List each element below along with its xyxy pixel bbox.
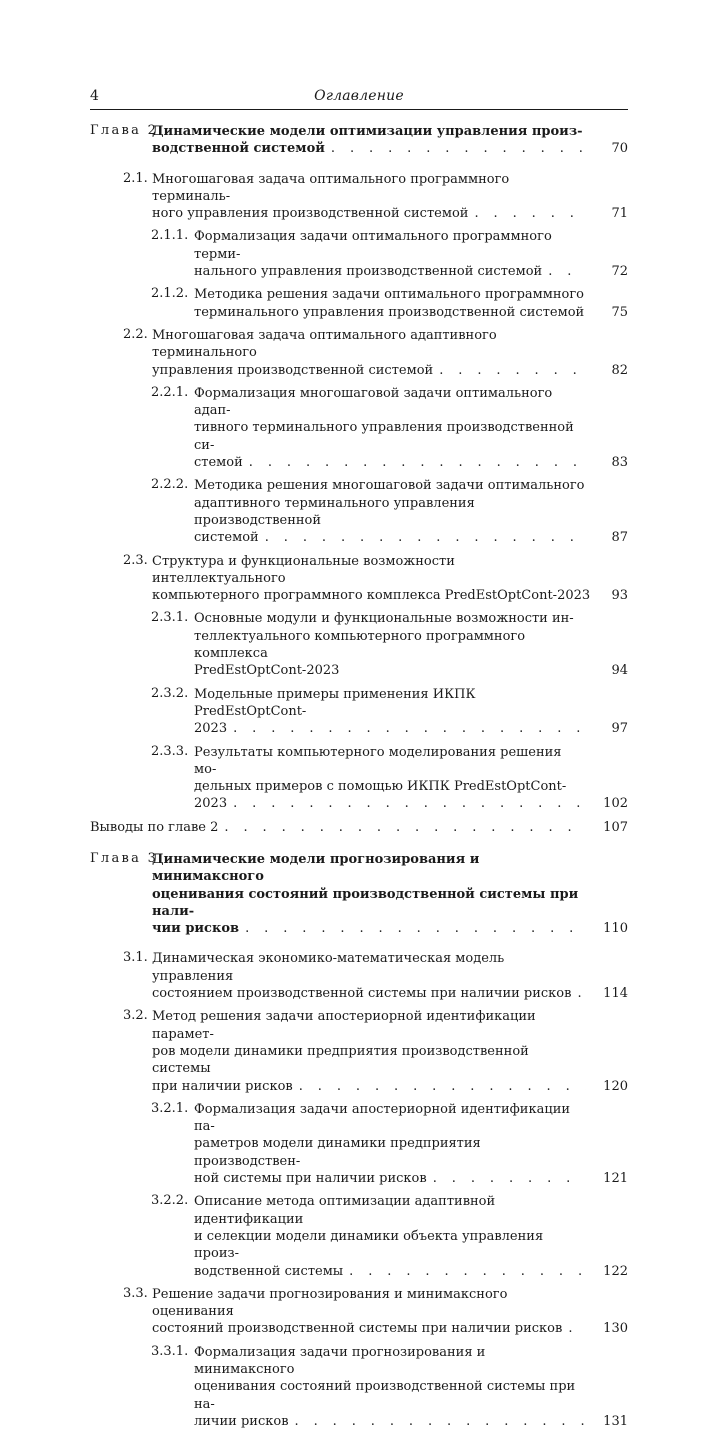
dot-leader: [249, 454, 586, 471]
dot-leader: [224, 819, 586, 836]
toc-entry-number: 3.1.: [123, 950, 148, 966]
dot-leader: [295, 1413, 586, 1430]
toc-entry-title: Формализация задачи прогнозирования и минимаксного оценивания состояний производственной системы при на- личии рисков . . .: [194, 1344, 586, 1430]
dot-leader: [548, 263, 586, 280]
dot-leader: [577, 985, 586, 1002]
toc-entry-page: 130: [603, 1321, 628, 1337]
toc-entry-number: 3.3.: [123, 1285, 148, 1301]
page-number: 4: [90, 88, 99, 104]
toc-entry-title: Структура и функциональные возможности интеллектуального компьютерного программного комплекса PredEstOptCont-2023: [152, 553, 591, 604]
toc-entry-3-2-2[interactable]: [90, 1193, 628, 1279]
toc-entry-page: 121: [603, 1171, 628, 1187]
toc-entry-2-2-1[interactable]: [90, 385, 628, 471]
toc-entry-2-3[interactable]: [90, 553, 628, 605]
toc-entry-title: Решение задачи прогнозирования и минимаксного оценивания состояний производственной системы при наличии рисков . . .: [152, 1286, 586, 1338]
toc-entry-number: 3.3.1.: [151, 1343, 189, 1359]
toc-entry-3-2[interactable]: [90, 1008, 628, 1094]
toc-entry-title: Выводы по главе 2 . . .: [90, 819, 586, 836]
toc-entry-title: Метод решения задачи апостериорной идентификации парамет- ров модели динамики предприятия производственной системы при наличии рисков . . .: [152, 1008, 586, 1094]
toc-entry-title: Результаты компьютерного моделирования решения мо- дельных примеров с помощью ИКПК PredEstOptCont- 2023 . . .: [194, 744, 586, 813]
toc-entry-number: 3.2.1.: [151, 1100, 189, 1116]
toc-entry-2-3-3[interactable]: [90, 744, 628, 813]
page-header: [90, 88, 628, 108]
toc-entry-title: Многошаговая задача оптимального адаптивного терминального управления производственной системой . . .: [152, 327, 586, 379]
toc-entry-title: Модельные примеры применения ИКПК PredEstOptCont- 2023 . . .: [194, 686, 586, 738]
toc-entry-number: 2.2.2.: [151, 477, 189, 493]
toc-entry-page: 97: [611, 721, 628, 737]
toc-entry-page: 70: [611, 141, 628, 157]
toc-entry-title: Динамическая экономико-математическая модель управления состоянием производственной системы при наличии рисков . . .: [152, 950, 586, 1002]
dot-leader: [233, 795, 586, 812]
toc-entry-2-3-2[interactable]: [90, 686, 628, 738]
toc-entry-2-2-2[interactable]: [90, 477, 628, 546]
toc-entry-number: 2.3.3.: [151, 743, 189, 759]
toc-entry-page: 93: [611, 588, 628, 604]
toc-entry-number: Глава 2.: [90, 123, 165, 138]
toc-entry-page: 102: [603, 796, 628, 812]
dot-leader: [245, 920, 586, 937]
toc-entry-title: Описание метода оптимизации адаптивной идентификации и селекции модели динамики объекта управления произ- водственной системы . . .: [194, 1193, 586, 1279]
dot-leader: [265, 529, 586, 546]
toc-entry-2-3-1[interactable]: [90, 610, 628, 679]
toc-entry-title: Формализация задачи апостериорной идентификации па- раметров модели динамики предприятия производствен- ной системы при наличии рисков . . .: [194, 1101, 586, 1187]
toc-entry-conclusions-chapter-2[interactable]: [90, 819, 628, 836]
toc-entry-number: 2.1.: [123, 170, 148, 186]
toc-entry-chapter-3[interactable]: [90, 851, 628, 937]
toc-entry-page: 82: [611, 362, 628, 378]
toc-entry-number: 3.2.: [123, 1008, 148, 1024]
dot-leader: [299, 1078, 586, 1095]
dot-leader: [331, 140, 586, 157]
table-of-contents: [90, 123, 628, 1436]
toc-entry-title: Многошаговая задача оптимального программного терминаль- ного управления производственной системой . . .: [152, 171, 586, 223]
toc-entry-page: 87: [611, 530, 628, 546]
toc-entry-title: Методика решения многошаговой задачи оптимального адаптивного терминального управления производственной системой . . .: [194, 477, 586, 546]
toc-entry-number: Глава 3.: [90, 850, 165, 866]
toc-entry-page: 71: [611, 206, 628, 222]
toc-entry-number: 2.3.: [123, 552, 148, 568]
header-rule: [90, 109, 628, 110]
toc-entry-page: 131: [603, 1413, 628, 1429]
dot-leader: [439, 362, 586, 379]
toc-entry-title: Основные модули и функциональные возможности ин- теллектуального компьютерного программного комплекса PredEstOptCont-2023: [194, 611, 574, 679]
dot-leader: [433, 1170, 586, 1187]
toc-entry-page: 83: [611, 455, 628, 471]
toc-entry-title: Формализация задачи оптимального программного терми- нального управления производственной системой . . .: [194, 228, 586, 280]
toc-entry-number: 2.2.1.: [151, 384, 189, 400]
toc-entry-chapter-2[interactable]: [90, 123, 628, 158]
toc-entry-2-1-2[interactable]: [90, 286, 628, 321]
toc-entry-2-1[interactable]: [90, 171, 628, 223]
toc-entry-title: Методика решения задачи оптимального программного терминального управления производственной системой: [194, 287, 585, 320]
toc-entry-number: 2.2.: [123, 326, 148, 342]
dot-leader: [233, 720, 586, 737]
toc-entry-2-2[interactable]: [90, 327, 628, 379]
toc-entry-page: 75: [611, 304, 628, 320]
toc-entry-page: 107: [603, 819, 628, 835]
toc-entry-number: 3.2.2.: [151, 1193, 189, 1209]
toc-entry-title: Формализация многошаговой задачи оптимального адап- тивного терминального управления производственной си- стемой . . .: [194, 385, 586, 471]
toc-entry-3-1[interactable]: [90, 950, 628, 1002]
toc-entry-2-1-1[interactable]: [90, 228, 628, 280]
toc-entry-number: 2.3.2.: [151, 685, 189, 701]
toc-entry-page: 94: [611, 663, 628, 679]
running-title: Оглавление: [314, 88, 404, 104]
toc-entry-title: Динамические модели прогнозирования и минимаксного оценивания состояний производственной системы при нали- чии рисков . . .: [152, 851, 586, 937]
toc-entry-number: 2.3.1.: [151, 610, 189, 626]
dot-leader: [349, 1263, 586, 1280]
toc-entry-page: 110: [603, 921, 628, 937]
dot-leader: [568, 1320, 586, 1337]
toc-entry-title: Динамические модели оптимизации управления произ- водственной системой . . .: [152, 123, 586, 158]
toc-entry-3-3[interactable]: [90, 1286, 628, 1338]
toc-entry-page: 114: [603, 986, 628, 1002]
toc-entry-page: 122: [603, 1263, 628, 1279]
dot-leader: [474, 205, 586, 222]
toc-entry-page: 120: [603, 1078, 628, 1094]
toc-entry-number: 2.1.1.: [151, 228, 189, 244]
toc-entry-page: 72: [611, 264, 628, 280]
toc-entry-number: 2.1.2.: [151, 286, 189, 302]
toc-entry-3-3-1[interactable]: [90, 1344, 628, 1430]
toc-entry-3-2-1[interactable]: [90, 1101, 628, 1187]
